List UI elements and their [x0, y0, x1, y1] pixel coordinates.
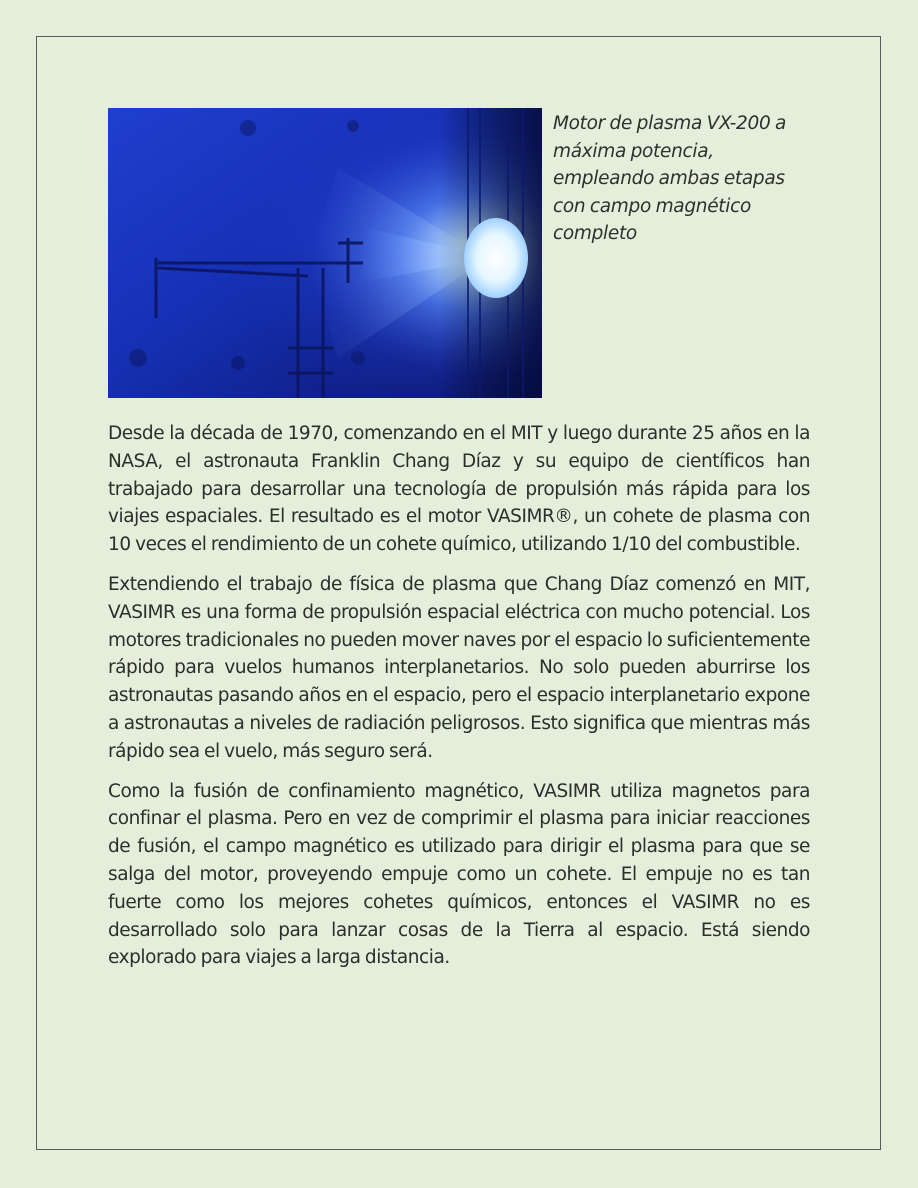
plasma-engine-photo	[108, 108, 542, 398]
paragraph: Extendiendo el trabajo de física de plasma que Chang Díaz comenzó en MIT, VASIMR es una forma de propulsión espacial eléctrica con mucho potencial. Los motores tradicionales no pueden mover naves por el espacio lo suficientemente rápido para vuelos humanos interplanetarios. No solo pueden aburrirse los astronautas pasando años en el espacio, pero el espacio interplanetario expone a astronautas a niveles de radiación peligrosos. Esto significa que mientras más rápido sea el vuelo, más seguro será.	[108, 573, 810, 762]
paragraph: Desde la década de 1970, comenzando en el MIT y luego durante 25 años en la NASA, el astronauta Franklin Chang Díaz y su equipo de científicos han trabajado para desarrollar una tecnología de propulsión más rápida para los viajes espaciales. El resultado es el motor VASIMR®, un cohete de plasma con 10 veces el rendimiento de un cohete químico, utilizando 1/10 del combustible.	[108, 423, 810, 556]
paragraph: Como la fusión de confinamiento magnético, VASIMR utiliza magnetos para confinar el plasma. Pero en vez de comprimir el plasma para iniciar reacciones de fusión, el campo magnético es utilizado para dirigir el plasma para que se salga del motor, proveyendo empuje como un cohete. El empuje no es tan fuerte como los mejores cohetes químicos, entonces el VASIMR no es desarrollado solo para lanzar cosas de la Tierra al espacio. Está siendo explorado para viajes a larga distancia.	[108, 780, 810, 969]
figure-caption: Motor de plasma VX-200 a máxima potencia, empleando ambas etapas con campo magnético completo	[553, 113, 787, 244]
article-body	[108, 420, 810, 984]
